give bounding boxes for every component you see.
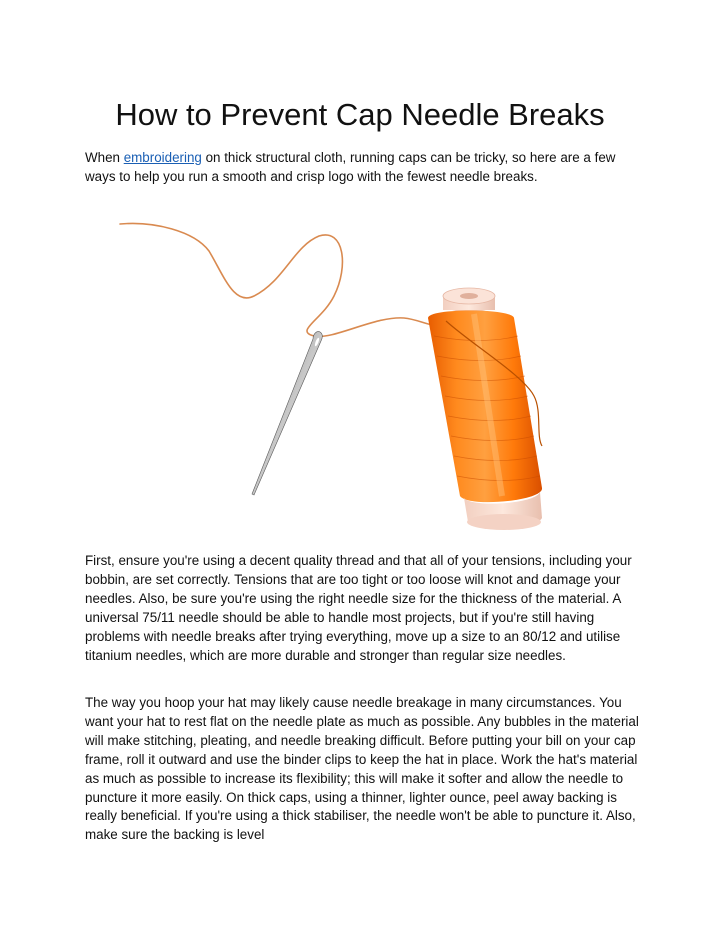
thread-strand [120,223,446,336]
intro-paragraph [85,148,640,186]
body-paragraph-1: First, ensure you're using a decent quality thread and that all of your tensions, including your bobbin, are set correctly. Tensions that are too tight or too loose will knot and damage your needles. Also, be sure you're using the right needle size for the thickness of the material. A universal 75/11 needle should be able to handle most projects, but if you're still having problems with needle breaks after trying everything, move up a size to an 80/12 and utilise titanium needles, which are more durable and stronger than regular size needles. [85,553,632,663]
thread-spool [428,288,542,530]
intro-text-after-link: on thick structural cloth, running caps can be tricky, so here are a few ways to help you run a smooth and crisp logo with the fewest needle breaks. [85,150,616,184]
needle [252,331,322,495]
embroidering-link[interactable]: embroidering [123,150,202,165]
thread-spool-and-needle-icon [84,196,640,534]
body-paragraph-2: The way you hoop your hat may likely cause needle breakage in many circumstances. You want your hat to rest flat on the needle plate as much as possible. Any bubbles in the material will make stitching, pleating, and needle breaking difficult. Before putting your bill on your cap frame, roll it outward and use the binder clips to keep the hat in place. Work the hat's material as much as possible to increase its flexibility; this will make it softer and allow the needle to puncture it more easily. On thick caps, using a thinner, lighter ounce, peel away backing is really beneficial. If you're using a thick stabiliser, the needle won't be able to puncture it. Also, make sure the backing is level [85,695,639,843]
intro-text-before-link: When [85,150,124,165]
page-title: How to Prevent Cap Needle Breaks [115,97,605,132]
thread-spool-and-needle-image [84,196,640,534]
